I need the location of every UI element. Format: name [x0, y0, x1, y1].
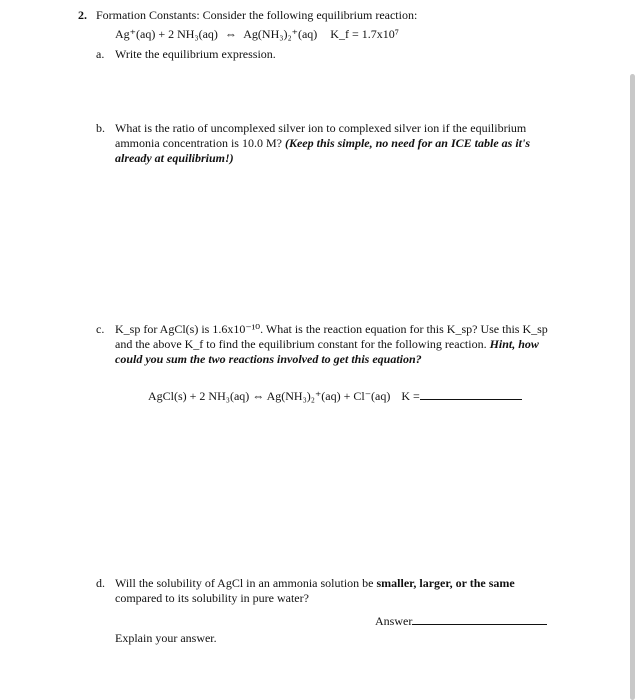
- part-d-choices: smaller, larger, or the same: [376, 576, 515, 590]
- main-reaction: [115, 27, 399, 42]
- main-reaction-rhs: Ag(NH₃)₂⁺(aq): [243, 27, 318, 41]
- part-b-note: (Keep this simple, no need for an ICE table as it's already at equilibrium!): [115, 136, 530, 165]
- part-d-label: d.: [96, 576, 105, 590]
- vertical-scrollbar[interactable]: [630, 74, 635, 700]
- part-a-text: Write the equilibrium expression.: [115, 47, 276, 61]
- main-reaction-lhs: Ag⁺(aq) + 2 NH₃(aq): [115, 27, 218, 41]
- part-c-question: K_sp for AgCl(s) is 1.6x10⁻¹⁰. What is the reaction equation for this K_sp? Use this K_sp and the above K_f to find the equilibrium constant for the following reaction.: [115, 322, 548, 351]
- part-b-label: b.: [96, 121, 105, 135]
- part-d-answer-line: [375, 613, 547, 629]
- part-d-question-start: Will the solubility of AgCl in an ammonia solution be: [115, 576, 374, 590]
- formation-constant: K_f = 1.7x10⁷: [330, 27, 399, 41]
- part-d-question-end: compared to its solubility in pure water?: [115, 591, 309, 605]
- part-c-reaction-line: [148, 388, 522, 404]
- part-d-answer-label: Answer: [375, 614, 413, 628]
- part-a-label: a.: [96, 47, 105, 61]
- part-d-text: [115, 576, 555, 606]
- part-c-label: c.: [96, 322, 105, 336]
- part-c-k-answer-blank[interactable]: [420, 388, 522, 400]
- question-number: 2.: [78, 8, 87, 22]
- part-d-answer-blank[interactable]: [412, 613, 547, 625]
- part-b-question: What is the ratio of uncomplexed silver ion to complexed silver ion if the equilibrium ammonia concentration is 10.0 M?: [115, 121, 527, 150]
- part-c-hint: Hint, how could you sum the two reactions involved to get this equation?: [115, 337, 539, 366]
- part-c-reaction: AgCl(s) + 2 NH₃(aq) ⇔ Ag(NH₃)₂⁺(aq) + Cl⁻(aq): [148, 389, 391, 403]
- part-c-text: [115, 322, 560, 367]
- part-c-k-label: K =: [401, 389, 420, 403]
- equilibrium-arrow-icon: ⇔: [224, 27, 237, 41]
- part-b-text: [115, 121, 555, 166]
- part-d-explain-label: Explain your answer.: [115, 631, 217, 645]
- question-title: Formation Constants: Consider the following equilibrium reaction:: [96, 8, 418, 22]
